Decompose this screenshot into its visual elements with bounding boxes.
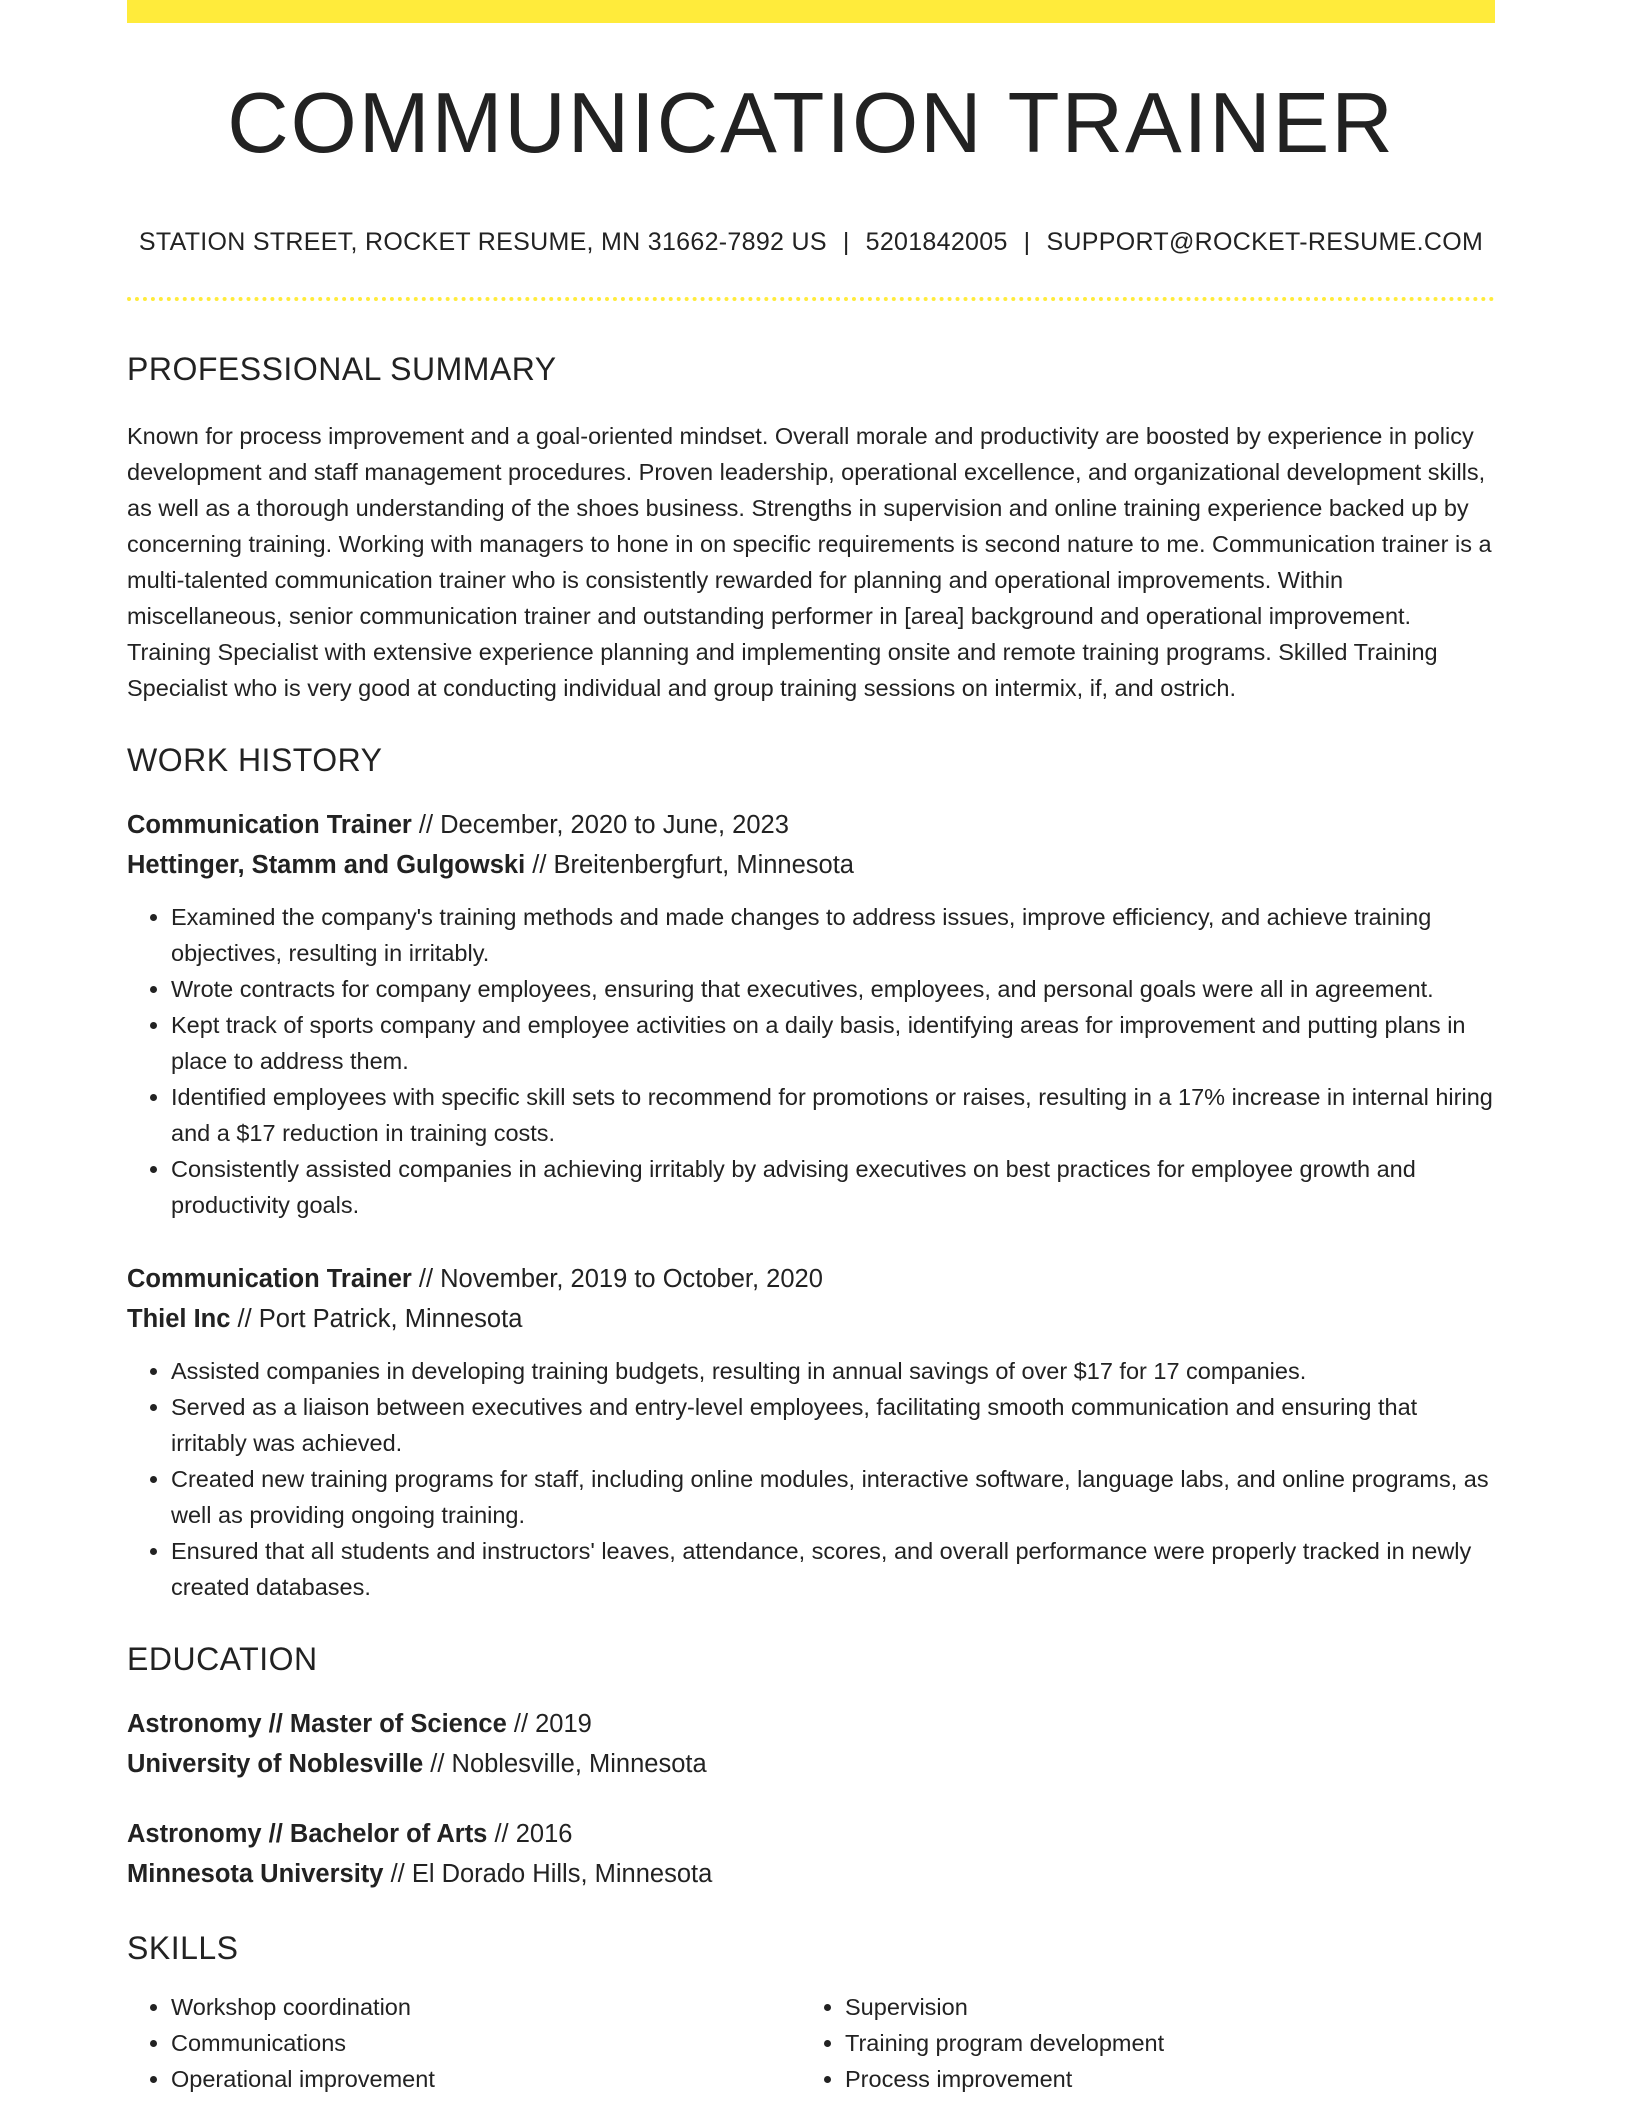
degree: Astronomy // Master of Science	[127, 1710, 507, 1738]
job-entry	[127, 805, 1495, 1223]
list-item: • Supervision	[845, 1989, 1475, 2025]
education-entry	[127, 1814, 1495, 1894]
contact-line	[127, 228, 1495, 257]
education-entry	[127, 1704, 1495, 1784]
school-line	[127, 1744, 1495, 1784]
job-title-line	[127, 1259, 1495, 1299]
work-history-heading: WORK HISTORY	[127, 742, 383, 778]
degree-year: // 2016	[487, 1820, 573, 1848]
job-bullets	[127, 1353, 1495, 1605]
list-item: • Examined the company's training methods and made changes to address issues, improve efficiency, and achieve training objectives, resulting in irritably.	[171, 899, 1495, 971]
job-company: Hettinger, Stamm and Gulgowski	[127, 851, 526, 879]
school-location: // Noblesville, Minnesota	[423, 1750, 707, 1778]
email: SUPPORT@ROCKET-RESUME.COM	[1046, 228, 1484, 256]
job-title-line	[127, 805, 1495, 845]
job-company: Thiel Inc	[127, 1305, 231, 1333]
school-location: // El Dorado Hills, Minnesota	[383, 1860, 713, 1888]
list-item: • Consistently assisted companies in achieving irritably by advising executives on best practices for employee growth and productivity goals.	[171, 1151, 1495, 1223]
job-company-line	[127, 1299, 1495, 1339]
job-role: Communication Trainer	[127, 811, 412, 839]
education-heading: EDUCATION	[127, 1641, 318, 1677]
list-item: • Communications	[171, 2025, 801, 2061]
list-item: • Served as a liaison between executives and entry-level employees, facilitating smooth communication and ensuring that irritably was achieved.	[171, 1389, 1495, 1461]
list-item: • Wrote contracts for company employees, ensuring that executives, employees, and personal goals were all in agreement.	[171, 971, 1495, 1007]
dotted-divider	[127, 297, 1495, 301]
list-item: • Process improvement	[845, 2061, 1475, 2097]
degree: Astronomy // Bachelor of Arts	[127, 1820, 488, 1848]
job-bullets	[127, 899, 1495, 1223]
list-item: • Training program development	[845, 2025, 1475, 2061]
resume-title: COMMUNICATION TRAINER	[227, 76, 1395, 171]
list-item: • Operational improvement	[171, 2061, 801, 2097]
list-item: • Workshop coordination	[171, 1989, 801, 2025]
list-item: • Created new training programs for staff, including online modules, interactive software, language labs, and online programs, as well as providing ongoing training.	[171, 1461, 1495, 1533]
school-line	[127, 1854, 1495, 1894]
job-entry	[127, 1259, 1495, 1605]
degree-line	[127, 1704, 1495, 1744]
school: Minnesota University	[127, 1860, 384, 1888]
accent-bar	[127, 0, 1495, 23]
job-dates: // December, 2020 to June, 2023	[411, 811, 789, 839]
job-location: // Breitenbergfurt, Minnesota	[525, 851, 854, 879]
degree-year: // 2019	[506, 1710, 592, 1738]
contact-separator: |	[1023, 228, 1031, 256]
summary-text: Known for process improvement and a goal-oriented mindset. Overall morale and productivity are boosted by experience in policy development and staff management procedures. Proven leadership, operational excellence, and organizational development skills, as well as a thorough understanding of the shoes business. Strengths in supervision and online training experience backed up by concerning training. Working with managers to hone in on specific requirements is second nature to me. Communication trainer is a multi-talented communication trainer who is consistently rewarded for planning and operational improvements. Within miscellaneous, senior communication trainer and outstanding performer in [area] background and operational improvement. Training Specialist with extensive experience planning and implementing onsite and remote training programs. Skilled Training Specialist who is very good at conducting individual and group training sessions on intermix, if, and ostrich.	[127, 423, 1492, 701]
address: STATION STREET, ROCKET RESUME, MN 31662-7892 US	[138, 228, 827, 256]
job-location: // Port Patrick, Minnesota	[230, 1305, 523, 1333]
skills-list	[127, 1989, 1495, 2097]
job-company-line	[127, 845, 1495, 885]
skills-column-right	[801, 1989, 1475, 2097]
job-role: Communication Trainer	[127, 1265, 412, 1293]
list-item: • Ensured that all students and instructors' leaves, attendance, scores, and overall performance were properly tracked in newly created databases.	[171, 1533, 1495, 1605]
summary-heading: PROFESSIONAL SUMMARY	[127, 351, 557, 387]
phone: 5201842005	[865, 228, 1008, 256]
contact-separator: |	[842, 228, 850, 256]
list-item: • Identified employees with specific skill sets to recommend for promotions or raises, resulting in a 17% increase in internal hiring and a $17 reduction in training costs.	[171, 1079, 1495, 1151]
degree-line	[127, 1814, 1495, 1854]
job-dates: // November, 2019 to October, 2020	[411, 1265, 823, 1293]
school: University of Noblesville	[127, 1750, 424, 1778]
list-item: • Kept track of sports company and employee activities on a daily basis, identifying areas for improvement and putting plans in place to address them.	[171, 1007, 1495, 1079]
skills-heading: SKILLS	[127, 1930, 239, 1966]
list-item: • Assisted companies in developing training budgets, resulting in annual savings of over $17 for 17 companies.	[171, 1353, 1495, 1389]
skills-column-left	[127, 1989, 801, 2097]
resume-page	[127, 0, 1495, 2097]
